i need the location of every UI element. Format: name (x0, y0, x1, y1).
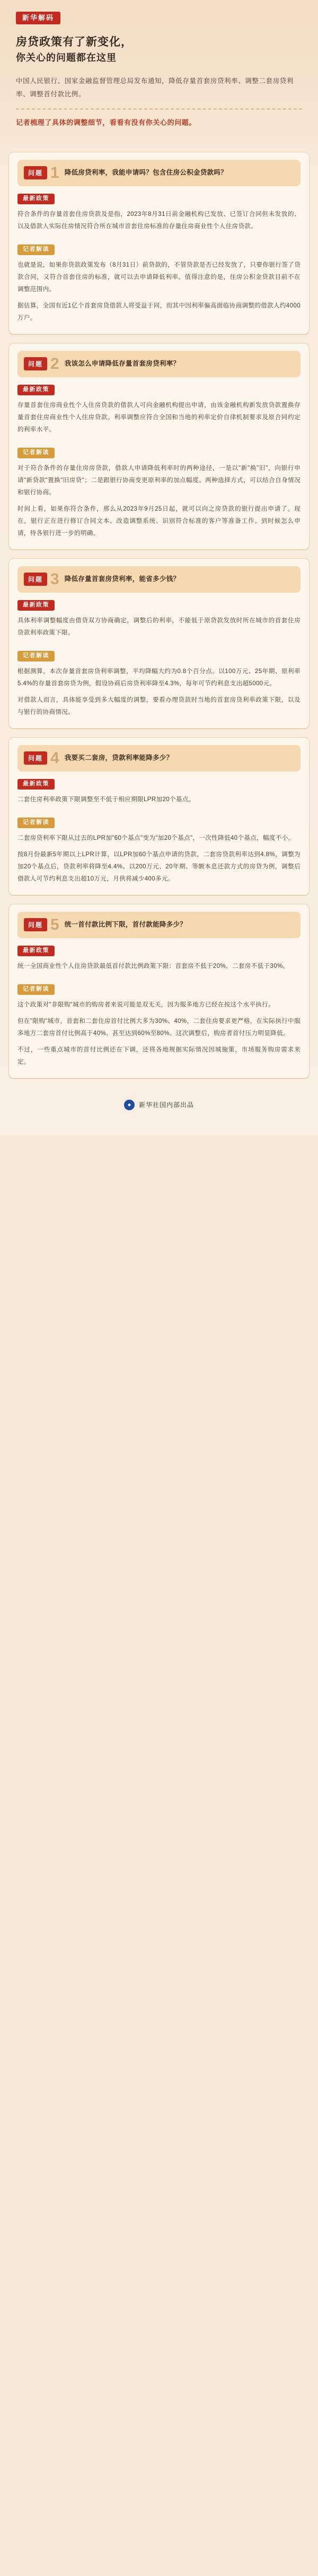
interpretation-paragraph: 但在"限购"城市，首套和二套住房首付比例大多为30%、40%，二套住房要求更严格，在实际执行中服多地方二套房首付比例高于40%、甚至达到60%至80%。这次调整后，购房者首付压力明显降低。 (17, 1018, 301, 1037)
interpretation-tag: 记者解读 (17, 448, 55, 458)
question-header (17, 351, 301, 377)
interpretation-paragraph: 二套房贷利率下限从过去的LPR加"60个基点"变为"加20个基点"，一次性降低40个基点，幅度不小。 (17, 835, 295, 841)
question-label: 问题 (24, 751, 47, 765)
question-card (8, 558, 310, 729)
question-label: 问题 (24, 573, 47, 586)
page-title (16, 34, 302, 65)
brand-badge: 新华解码 (16, 12, 60, 24)
question-number: 1 (50, 164, 59, 182)
policy-paragraph: 统一全国商业性个人住房贷款最低首付款比例政策下限：首套房不低于20%，二套房不低于30%。 (17, 963, 289, 969)
interpretation-tag: 记者解读 (17, 818, 55, 828)
question-number: 4 (50, 749, 59, 767)
interpretation-paragraph: 根据测算，本次存量首套房贷利率调整，平均降幅大约为0.8个百分点。以100万元、25年期、原利率5.4%的存量首套房贷为例，假设协商后房贷利率降至4.3%，每年可节约利息支出超5000元。 (17, 668, 301, 687)
question-number: 3 (50, 570, 59, 588)
policy-paragraph: 二套住房利率政策下限调整至不低于相应期限LPR加20个基点。 (17, 796, 195, 803)
question-title: 降低存量首套房贷利率，能省多少钱？ (64, 575, 180, 583)
interpretation-paragraph: 这个政策对"非限购"城市的购房者来说可能是双无关，因为服多地方已经在按这个水平执行。 (17, 1001, 275, 1008)
interpretation-paragraph: 对于符合条件的存量住房房贷款，借款人申请降低利率时的两种途径，一是以"新"换"旧"，向银行申请"新贷款"置换"旧房贷"；二是跟银行协商变更原利率的加点幅度。两种选择方式，可以结合自身情况和银行协商。 (17, 465, 301, 496)
xinhua-logo-icon (124, 1100, 135, 1110)
question-header (17, 745, 301, 772)
question-header (17, 160, 301, 186)
question-title: 统一首付款比例下限，首付款能降多少？ (64, 921, 187, 929)
policy-paragraph: 具体利率调整幅度由借贷双方协商确定，调整后的利率，不能低于原贷款发放时所在城市的首套住房贷款利率政策下限。 (17, 617, 301, 636)
policy-tag: 最新政策 (17, 600, 55, 611)
question-number: 2 (50, 355, 59, 373)
interpretation-paragraph: 不过，一些重点城市的首付比例还在下调，还将各地规据实际情况因城施策，市场服务购房需求来定。 (17, 1046, 301, 1065)
question-card (8, 152, 310, 334)
headline-line-2: 你关心的问题都在这里 (16, 52, 117, 63)
question-title: 降低房贷利率，我能申请吗？包含住房公积金贷款吗？ (64, 169, 227, 177)
question-label: 问题 (24, 918, 47, 931)
policy-paragraph: 存量首套住房商业性个人住房贷款的借款人可向金融机构提出申请，由该金融机构新发放贷款置换存量首套住房商业性个人住房贷款。利率调整应符合全国和当地的利率定价自律机制要求及原合同约定的利率水平。 (17, 402, 301, 433)
interpretation-paragraph: 对借款人而言，具体能享受到多大幅度的调整，要看办理贷款时当地的首套房贷利率政策下限，以及与银行的协商情况。 (17, 696, 301, 715)
lede-paragraph: 中国人民银行、国家金融监督管理总局发布通知，降低存量首套房贷利率、调整二套房贷利率、调整首付款比例。 (16, 77, 294, 98)
interpretation-paragraph: 也就是说，如果你贷款政策发布（8月31日）前贷款的，不管贷款是否已经发放了，只要你银行签了贷款合同，又符合首套住房的标准，就可以去申请降低利率。值得注意的是，住房公积金贷款目前不在调整范围内。 (17, 261, 301, 293)
interpretation-tag: 记者解读 (17, 244, 55, 255)
interpretation-paragraph: 据估算，全国有近1亿个首套房贷借款人将受益于同，而其中因利率偏高面临协商调整的借款人约4000万户。 (17, 302, 301, 321)
question-card (8, 343, 310, 550)
policy-tag: 最新政策 (17, 385, 55, 395)
article-page (0, 0, 318, 1135)
interpretation-paragraph: 按8月份最新5年期以上LPR计算，以LPR加60个基点申请的贷款，二套房贷款利率达到4.8%，调整为加20个基点后，贷款利率将降至4.4%。以200万元、20年期、等额本息还款方式的房贷为例，调整后借款人可节约利息支出超10万元，月供将减少400多元。 (17, 851, 301, 882)
policy-tag: 最新政策 (17, 946, 55, 956)
question-title: 我要买二套房，贷款利率能降多少？ (64, 754, 173, 762)
question-header (17, 912, 301, 938)
divider (16, 108, 302, 110)
interpretation-tag: 记者解读 (17, 984, 55, 995)
question-card (8, 737, 310, 895)
question-list (0, 152, 318, 1078)
policy-tag: 最新政策 (17, 194, 55, 204)
question-title: 我该怎么申请降低存量首套房贷利率？ (64, 360, 180, 368)
question-header (17, 566, 301, 593)
policy-paragraph: 符合条件的存量首套住房贷款及是指，2023年8月31日前金融机构已发放、已签订合同但未发放的、以及借款人实际住房情况符合所在城市首套住房标准的存量住房商业性个人住房贷款。 (17, 211, 301, 230)
lede-highlight: 记者梳理了具体的调整细节，看看有没有你关心的问题。 (16, 118, 197, 126)
policy-tag: 最新政策 (17, 779, 55, 790)
footer-text: 新华社国内部出品 (138, 1101, 194, 1109)
interpretation-tag: 记者解读 (17, 651, 55, 661)
question-number: 5 (50, 915, 59, 933)
article-footer (0, 1092, 318, 1114)
question-label: 问题 (24, 357, 47, 370)
interpretation-paragraph: 时间上看，如果你符合条件，那么从2023年9月25日起，就可以向之房贷款的银行提出申请了。现在，银行正在进行修订合同文本、改造调整系统、识别符合标准的客户等准备工作。到时候怎么申请，待各银行进一步的明确。 (17, 505, 301, 537)
article-header (0, 0, 318, 143)
headline-line-1: 房贷政策有了新变化， (16, 36, 132, 48)
question-card (8, 904, 310, 1078)
question-label: 问题 (24, 166, 47, 179)
